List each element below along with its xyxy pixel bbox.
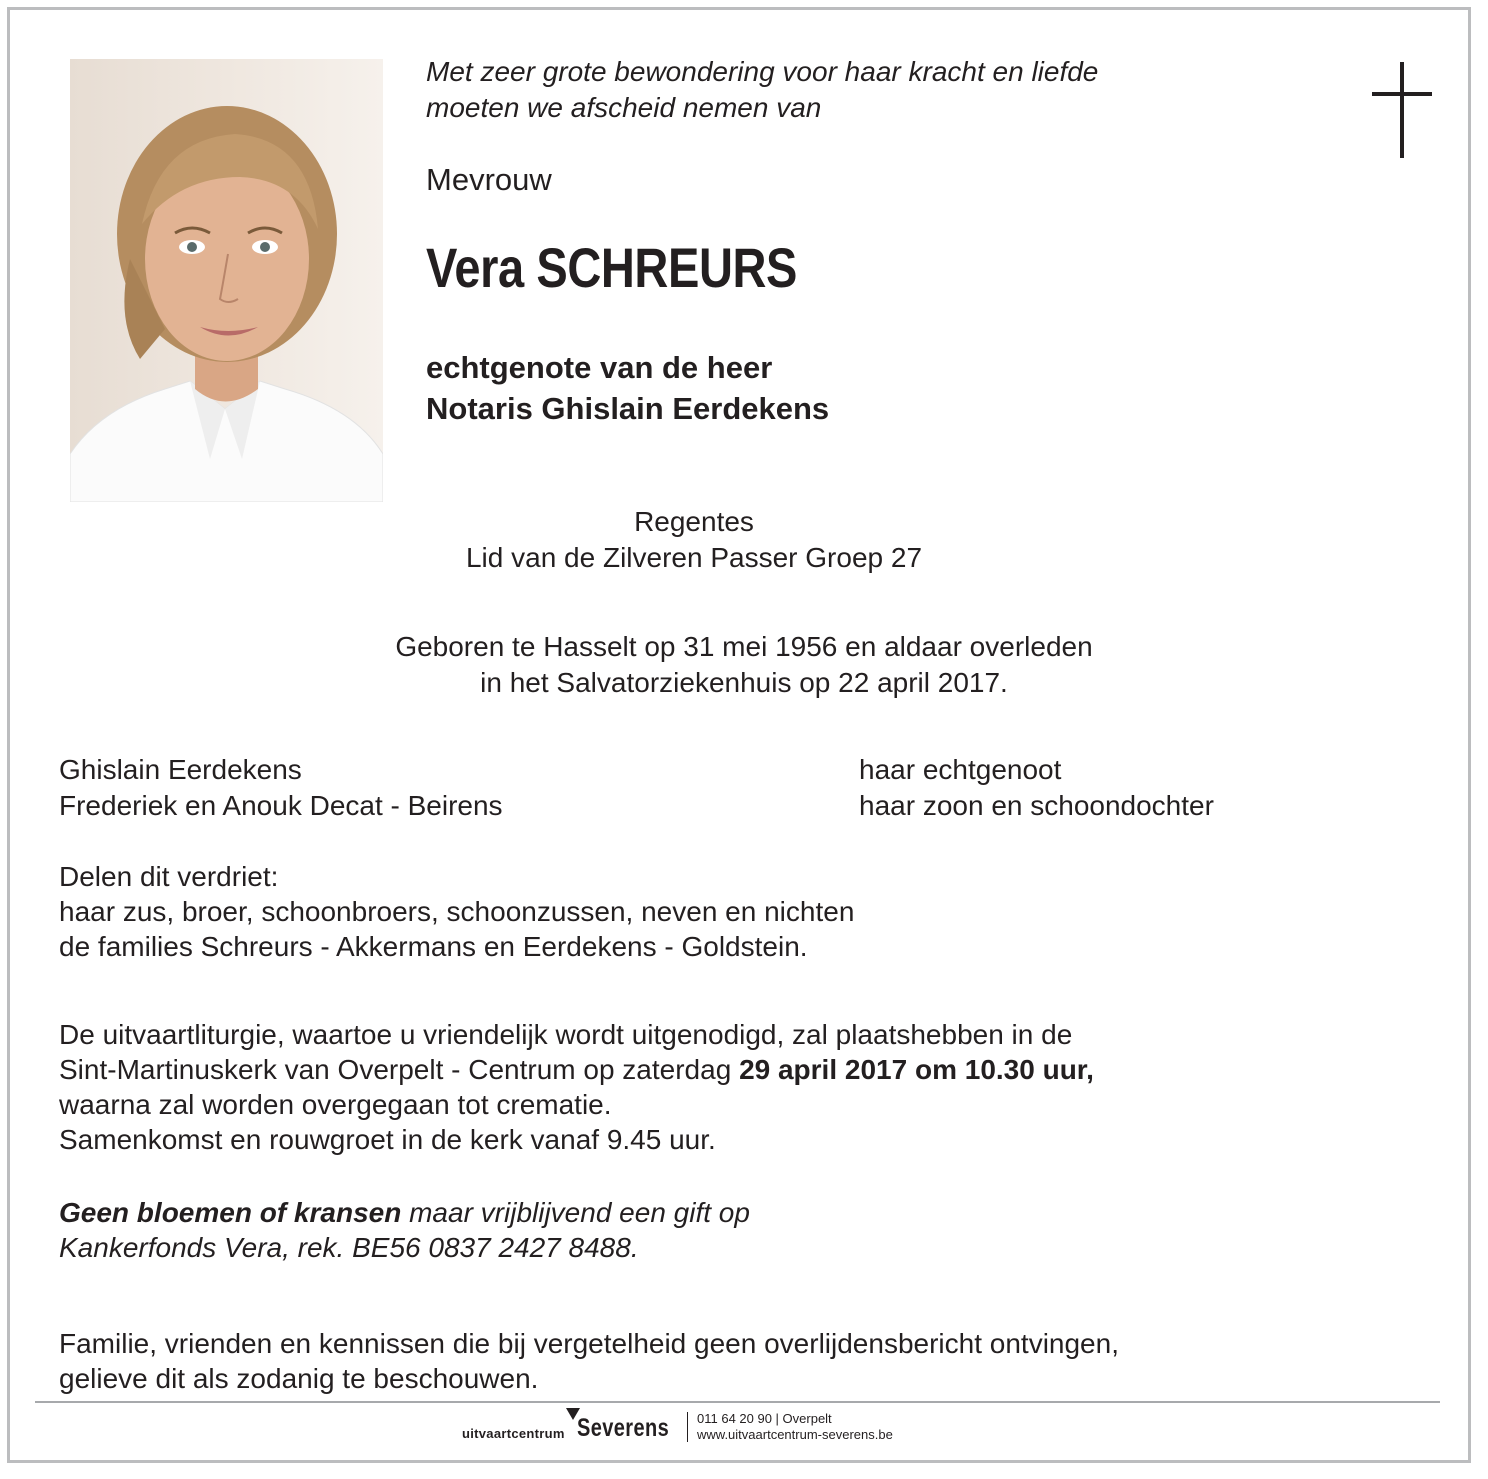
honorific: Mevrouw — [426, 162, 552, 197]
sharing-line-2: de families Schreurs - Akkermans en Eerdekens - Goldstein. — [59, 931, 808, 962]
notice-line-1: Familie, vrienden en kennissen die bij vergetelheid geen overlijdensbericht ontvingen, — [59, 1328, 1119, 1359]
flowers-line-2: Kankerfonds Vera, rek. BE56 0837 2427 8488. — [59, 1232, 639, 1263]
sharing-text — [59, 859, 854, 964]
family-relation-2: haar zoon en schoondochter — [859, 790, 1214, 821]
spouse-text — [426, 347, 829, 429]
flowers-rest: maar vrijblijvend een gift op — [401, 1197, 750, 1228]
spouse-line-2: Notaris Ghislain Eerdekens — [426, 391, 830, 426]
flowers-text — [59, 1195, 750, 1265]
footer-rule — [35, 1401, 1440, 1403]
funeral-text — [59, 1017, 1094, 1157]
intro-text — [426, 54, 1098, 126]
family-relation-1: haar echtgenoot — [859, 754, 1062, 785]
notice-line-2: gelieve dit als zodanig te beschouwen. — [59, 1363, 539, 1394]
role-line-1: Regentes — [634, 506, 754, 537]
portrait-photo — [70, 59, 383, 502]
notice-text — [59, 1326, 1119, 1396]
family-name-2: Frederiek en Anouk Decat - Beirens — [59, 790, 503, 821]
cross-icon — [1372, 62, 1432, 158]
funeral-line-3: waarna zal worden overgegaan tot crematie. — [59, 1089, 612, 1120]
portrait-illustration — [70, 59, 383, 502]
role-line-2: Lid van de Zilveren Passer Groep 27 — [465, 542, 923, 573]
spouse-line-1: echtgenote van de heer — [426, 350, 773, 385]
flowers-bold: Geen bloemen of kransen — [59, 1197, 402, 1228]
family-name-1: Ghislain Eerdekens — [59, 754, 302, 785]
sharing-line-1: haar zus, broer, schoonbroers, schoonzussen, neven en nichten — [59, 896, 855, 927]
funeral-line-4: Samenkomst en rouwgroet in de kerk vanaf 9.45 uur. — [59, 1124, 716, 1155]
funeral-line-2 — [59, 1052, 1094, 1087]
intro-line-1: Met zeer grote bewondering voor haar kracht en liefde — [426, 56, 1099, 87]
flowers-line-1 — [59, 1195, 750, 1230]
birth-line-2: in het Salvatorziekenhuis op 22 april 2017. — [480, 667, 1008, 698]
deceased-name: Vera SCHREURS — [426, 236, 798, 299]
website-link[interactable]: www.uitvaartcentrum-severens.be — [697, 1427, 893, 1442]
funeral-line-2-start: Sint-Martinuskerk van Overpelt - Centrum op zaterdag — [59, 1054, 740, 1085]
brand-big-text: Severens — [577, 1414, 670, 1442]
birth-line-1: Geboren te Hasselt op 31 mei 1956 en aldaar overleden — [395, 631, 1093, 662]
contact-info — [697, 1411, 893, 1443]
brand-small-text: uitvaartcentrum — [462, 1426, 565, 1441]
logo-separator — [687, 1412, 688, 1442]
birth-death-text — [0, 629, 1488, 701]
funeral-home-logo — [462, 1408, 982, 1448]
roles-text — [0, 504, 1438, 576]
sharing-heading: Delen dit verdriet: — [59, 861, 279, 892]
funeral-line-1: De uitvaartliturgie, waartoe u vriendelijk wordt uitgenodigd, zal plaatshebben in de — [59, 1019, 1073, 1050]
funeral-date-time: 29 april 2017 om 10.30 uur, — [739, 1054, 1094, 1085]
intro-line-2: moeten we afscheid nemen van — [426, 92, 822, 123]
phone-location: 011 64 20 90 | Overpelt — [697, 1411, 832, 1426]
